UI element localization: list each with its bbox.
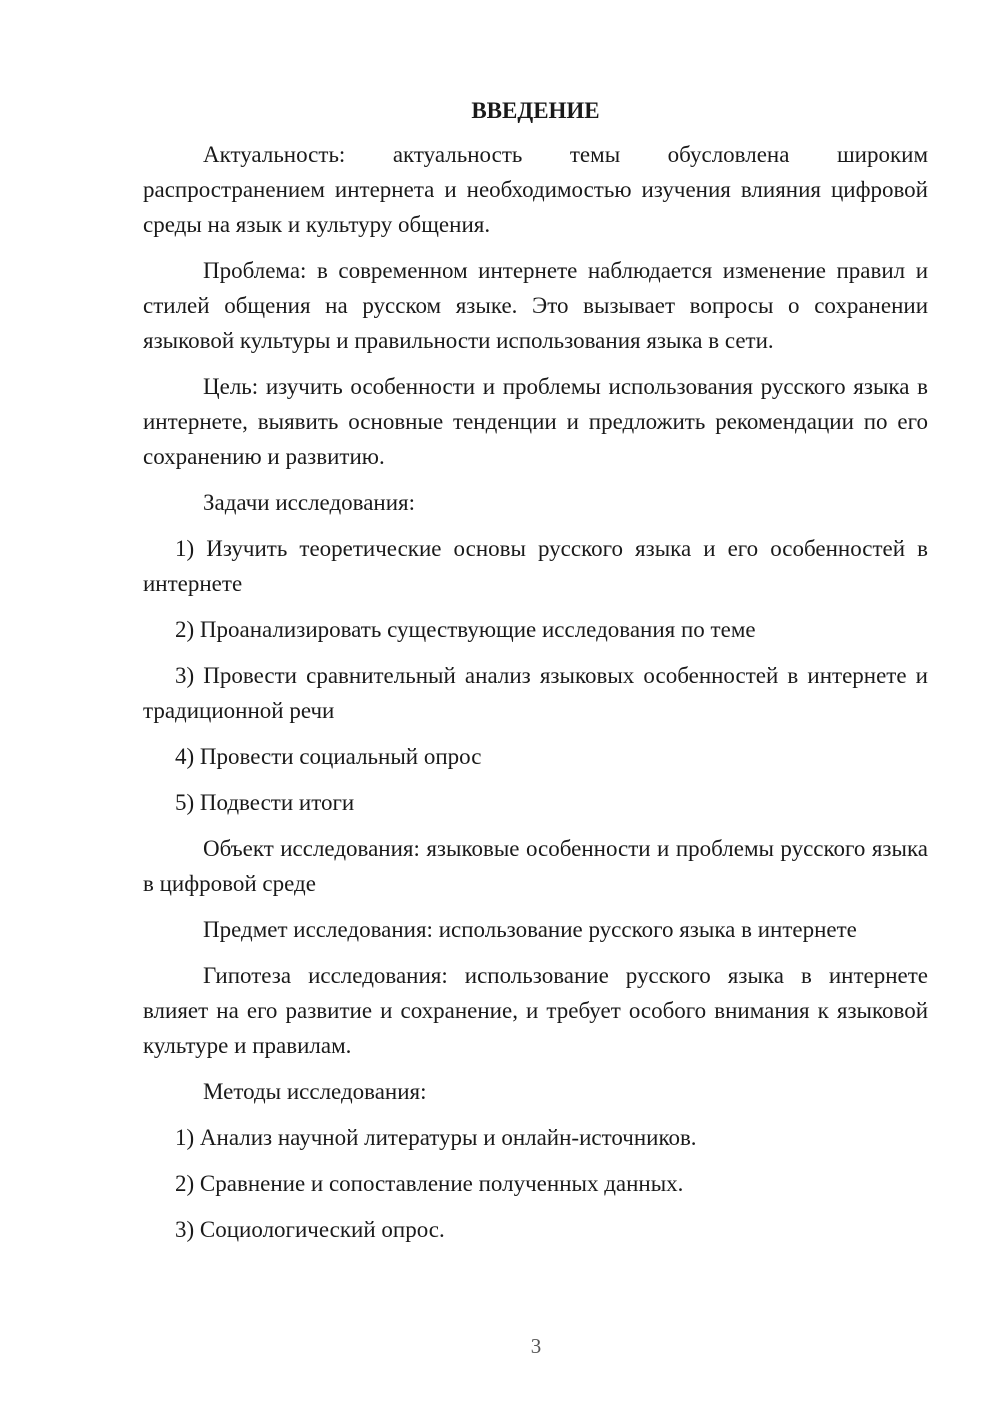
page-number: 3 [530,1334,542,1358]
task-item-1: 1) Изучить теоретические основы русского языка и его особенностей в интернете [143,536,928,596]
section-title: ВВЕДЕНИЕ [471,98,600,123]
methods-heading: Методы исследования: [203,1079,427,1104]
tasks-heading: Задачи исследования: [203,490,416,515]
task-item-4: 4) Провести социальный опрос [175,744,482,769]
task-item-2: 2) Проанализировать существующие исследования по теме [175,617,756,642]
task-item-3: 3) Провести сравнительный анализ языковых особенностей в интернете и традиционной речи [143,663,928,723]
hypothesis-paragraph: Гипотеза исследования: использование русского языка в интернете влияет на его развитие и сохранение, и требует особого внимания к языковой культуре и правилам. [143,963,928,1058]
relevance-paragraph: Актуальность: актуальность темы обусловлена широким распространением интернета и необходимостью изучения влияния цифровой среды на язык и культуру общения. [143,142,928,237]
object-paragraph: Объект исследования: языковые особенности и проблемы русского языка в цифровой среде [143,836,928,896]
method-item-2: 2) Сравнение и сопоставление полученных данных. [175,1171,684,1196]
goal-paragraph: Цель: изучить особенности и проблемы использования русского языка в интернете, выявить основные тенденции и предложить рекомендации по его сохранению и развитию. [143,374,928,469]
page-content [143,96,928,1258]
method-item-3: 3) Социологический опрос. [175,1217,445,1242]
subject-paragraph: Предмет исследования: использование русского языка в интернете [203,917,857,942]
problem-paragraph: Проблема: в современном интернете наблюдается изменение правил и стилей общения на русском языке. Это вызывает вопросы о сохранении языковой культуры и правильности использования языка в сети. [143,258,928,353]
method-item-1: 1) Анализ научной литературы и онлайн-источников. [175,1125,697,1150]
task-item-5: 5) Подвести итоги [175,790,355,815]
